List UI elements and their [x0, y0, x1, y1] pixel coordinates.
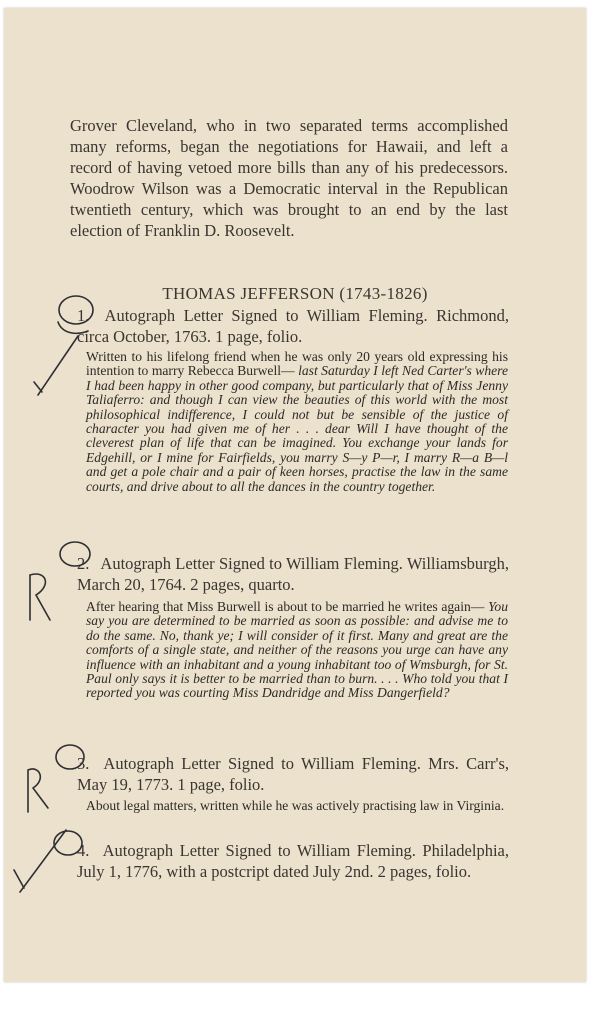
r-mark-2 [30, 574, 50, 620]
entry-1-number: 1. [77, 306, 90, 325]
check-slash-4 [20, 830, 66, 892]
check-tick-1 [34, 382, 42, 392]
circle-mark-4 [54, 831, 82, 855]
check-tick-4 [14, 870, 24, 888]
r-mark-3 [28, 769, 48, 812]
circle-mark-2 [60, 542, 90, 566]
entry-4-number: 4. [77, 841, 90, 860]
circle-mark-1 [59, 296, 93, 324]
entry-3-desc-plain: About legal matters, written while he was actively practising law in Virginia. [86, 798, 505, 813]
circle-mark-3 [56, 745, 84, 769]
intro-paragraph: Grover Cleveland, who in two separated terms accomplished many reforms, began the negotiations for Hawaii, and left a record of having vetoed more bills than any of his predecessors. Woodrow Wilson was a Democratic interval in the Republican twentieth century, which was brought to an end by the last election of Franklin D. Roosevelt. [70, 116, 508, 240]
entry-2-number: 2. [77, 554, 90, 573]
check-slash-1 [38, 336, 78, 395]
entry-3-title: Autograph Letter Signed to William Fleming. Mrs. Carr's, May 19, 1773. 1 page, folio. [77, 754, 509, 794]
section-heading: THOMAS JEFFERSON (1743-1826) [162, 284, 428, 303]
entry-4-title: Autograph Letter Signed to William Fleming. Philadelphia, July 1, 1776, with a postcript dated July 2nd. 2 pages, folio. [77, 841, 509, 881]
entry-1-desc-plain: Written to his lifelong friend when he was only 20 years old expressing his intention to marry Rebecca Burwell— [86, 349, 508, 379]
entry-2-title: Autograph Letter Signed to William Fleming. Williamsburgh, March 20, 1764. 2 pages, quarto. [77, 554, 509, 594]
entry-1-desc-quote: last Saturday I left Ned Carter's where I had been happy in other good company, but particularly that of Miss Jenny Taliaferro: and though I can view the beauties of this world with the most philosophical indifference, I could not but be sensible of the justice of character you had given me of her . . . dear Will I have thought of the cleverest plan of life that can be imagined. You exchange your lands for Edgehill, or I mine for Fairfields, you marry S—y P—r, I marry R—a B—l and get a pole chair and a pair of keen horses, practise the law in the same courts, and drive about to all the dances in the country together. [86, 363, 508, 494]
entry-2-desc-quote: You say you are determined to be married as soon as possible: and advise me to do the same. No, thank ye; I will consider of it first. Many and great are the comforts of a single state, and neither of the reasons you urge can have any influence with an inhabitant and a young inhabitant too of Wmsburgh, for St. Paul only says it is better to be married than to burn. . . . Who told you that I reported you was courting Miss Dandridge and Miss Dangerfield? [86, 599, 508, 701]
entry-3-number: 3. [77, 754, 90, 773]
entry-1-title: Autograph Letter Signed to William Fleming. Richmond, circa October, 1763. 1 page, folio. [77, 306, 509, 346]
entry-2-desc-plain: After hearing that Miss Burwell is about to be married he writes again— [86, 599, 485, 614]
